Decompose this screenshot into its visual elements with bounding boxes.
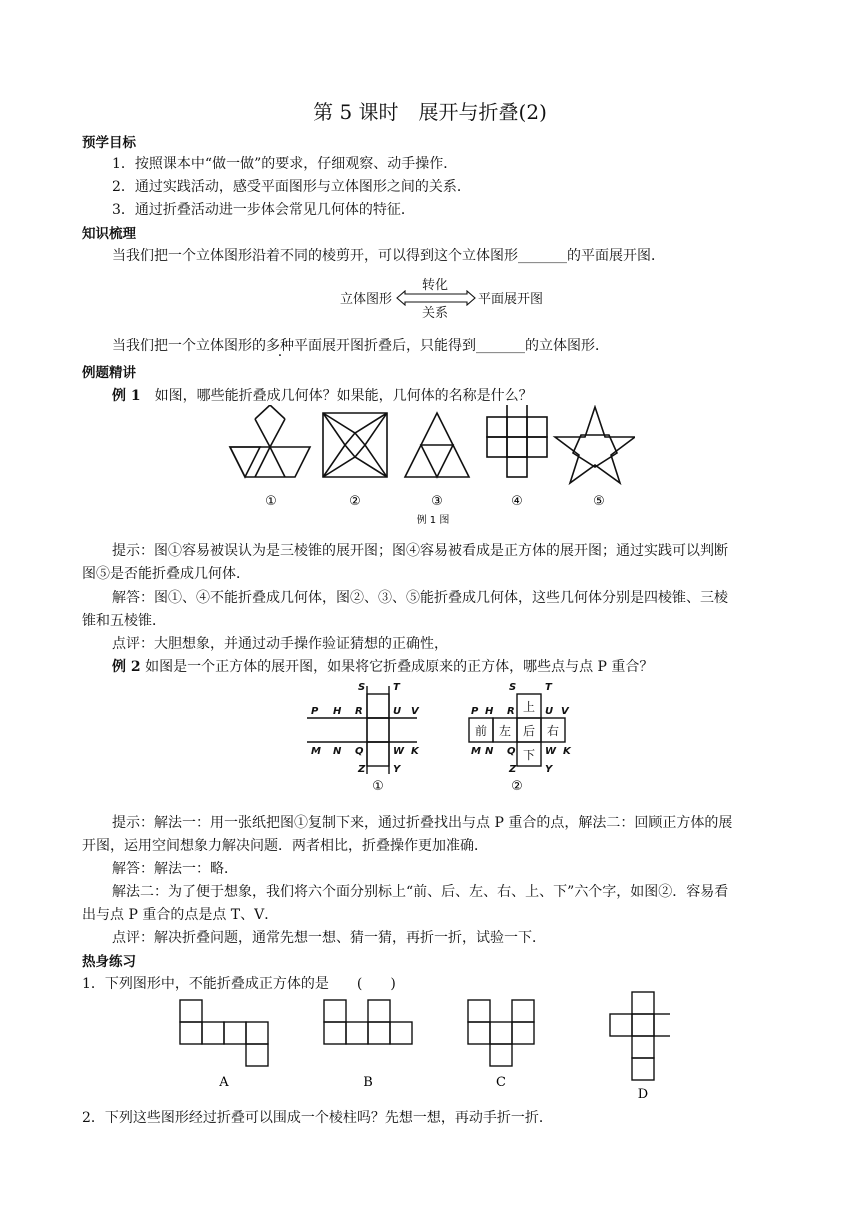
point-r-1: R bbox=[355, 706, 363, 717]
net-figure-1 bbox=[230, 405, 310, 477]
diagram-right-label: 平面展开图 bbox=[478, 292, 544, 307]
option-a-net bbox=[180, 1000, 268, 1066]
knowledge-line-1: 当我们把一个立体图形沿着不同的棱剪开，可以得到这个立体图形_______的平面展开图． bbox=[112, 248, 665, 264]
net-figure-5 bbox=[555, 407, 635, 483]
knowledge-line-2b: 平面展开图折叠后，只能得到_______的立体图形． bbox=[294, 338, 609, 354]
example-1-figures bbox=[225, 405, 635, 527]
cube-net-figure-1 bbox=[307, 686, 417, 774]
point-h-2: H bbox=[485, 706, 494, 717]
face-left: 左 bbox=[498, 724, 512, 738]
point-k-2: K bbox=[563, 746, 571, 757]
knowledge-line-2 bbox=[112, 335, 609, 355]
fig3-label: ③ bbox=[431, 494, 443, 509]
point-s-1: S bbox=[358, 682, 366, 693]
goal-item-2: 2．通过实践活动，感受平面图形与立体图形之间的关系． bbox=[112, 179, 471, 195]
example-1-caption: 例 1 图 bbox=[416, 515, 450, 526]
face-right: 右 bbox=[546, 724, 560, 738]
section-heading-knowledge: 知识梳理 bbox=[82, 226, 136, 242]
section-heading-goals: 预学目标 bbox=[82, 135, 136, 151]
hint-1-line-1: 提示：图①容易被误认为是三棱锥的展开图；图④容易被看成是正方体的展开图；通过实践可以判断 bbox=[112, 543, 728, 559]
option-c-net bbox=[468, 1000, 534, 1066]
hint-1-line-2: 图⑤是否能折叠成几何体． bbox=[82, 566, 250, 582]
answer-2-line-1: 解答：解法一：略． bbox=[112, 861, 238, 877]
fig1-label: ① bbox=[265, 494, 277, 509]
net-figure-3 bbox=[405, 413, 469, 477]
emphasis-dots-text: 多种 bbox=[266, 338, 294, 354]
example-2-figures bbox=[305, 678, 585, 794]
fig5-label: ⑤ bbox=[593, 494, 605, 509]
answer-2-line-2: 解法二：为了便于想象，我们将六个面分别标上“前、后、左、右、上、下”六个字，如图②．容易看 bbox=[112, 884, 729, 900]
net-figure-4 bbox=[487, 405, 547, 477]
point-q-2: Q bbox=[507, 746, 516, 757]
goal-item-1: 1．按照课本中“做一做”的要求，仔细观察、动手操作． bbox=[112, 156, 458, 172]
point-s-2: S bbox=[509, 682, 517, 693]
hint-2-line-1: 提示：解法一：用一张纸把图①复制下来，通过折叠找出与点 P 重合的点，解法二：回顾正方体的展 bbox=[112, 815, 733, 831]
example-1-question bbox=[112, 385, 533, 405]
point-r-2: R bbox=[507, 706, 515, 717]
point-y-1: Y bbox=[393, 764, 401, 775]
point-u-2: U bbox=[545, 706, 554, 717]
point-t-1: T bbox=[393, 682, 400, 693]
section-heading-practice: 热身练习 bbox=[82, 954, 136, 970]
answer-2-line-3: 出与点 P 重合的点是点 T、V． bbox=[82, 907, 279, 923]
option-d-label: D bbox=[637, 1087, 649, 1102]
hint-2-line-2: 开图，运用空间想象力解决问题．两者相比，折叠操作更加准确． bbox=[82, 838, 488, 854]
point-n-1: N bbox=[333, 746, 342, 757]
diagram-bottom-label: 关系 bbox=[422, 306, 449, 321]
answer-1-line-2: 锥和五棱锥． bbox=[82, 613, 166, 629]
point-q-1: Q bbox=[355, 746, 364, 757]
knowledge-line-2a: 当我们把一个立体图形的 bbox=[112, 338, 266, 354]
face-bottom: 下 bbox=[522, 748, 536, 762]
section-heading-examples: 例题精讲 bbox=[82, 365, 136, 381]
example-1-label: 例 1 bbox=[112, 388, 141, 404]
practice-1-options bbox=[170, 990, 670, 1102]
point-z-2: Z bbox=[509, 764, 517, 775]
option-b-label: B bbox=[363, 1075, 373, 1090]
diagram-top-label: 转化 bbox=[422, 278, 449, 293]
face-back: 后 bbox=[522, 724, 536, 738]
option-c-label: C bbox=[496, 1075, 506, 1090]
page-title: 第 5 课时 展开与折叠(2) bbox=[313, 100, 547, 124]
point-h-1: H bbox=[333, 706, 342, 717]
face-top: 上 bbox=[522, 700, 536, 714]
example-2-question bbox=[112, 656, 653, 676]
point-v-2: V bbox=[561, 706, 569, 717]
diagram-left-label: 立体图形 bbox=[340, 292, 393, 307]
comment-2: 点评：解决折叠问题，通常先想一想、猜一猜，再折一折，试验一下． bbox=[112, 930, 546, 946]
example-2-label: 例 2 bbox=[112, 659, 141, 675]
point-w-1: W bbox=[393, 746, 405, 757]
point-n-2: N bbox=[485, 746, 494, 757]
point-m-2: M bbox=[471, 746, 481, 757]
practice-question-2: 2．下列这些图形经过折叠可以围成一个棱柱吗？先想一想，再动手折一折． bbox=[82, 1110, 553, 1126]
fig4-label: ④ bbox=[511, 494, 523, 509]
transform-diagram bbox=[340, 276, 570, 320]
example-2-text: 如图是一个正方体的展开图，如果将它折叠成原来的正方体，哪些点与点 P 重合？ bbox=[140, 659, 654, 675]
goal-item-3: 3．通过折叠活动进一步体会常见几何体的特征． bbox=[112, 202, 415, 218]
point-v-1: V bbox=[411, 706, 419, 717]
option-b-net bbox=[324, 1000, 412, 1044]
point-m-1: M bbox=[311, 746, 321, 757]
net-figure-2 bbox=[323, 413, 387, 477]
option-d-net bbox=[610, 992, 670, 1080]
option-a-label: A bbox=[219, 1075, 229, 1090]
comment-1: 点评：大胆想象，并通过动手操作验证猜想的正确性， bbox=[112, 636, 448, 652]
point-k-1: K bbox=[411, 746, 419, 757]
fig2-label: ② bbox=[349, 494, 361, 509]
point-u-1: U bbox=[393, 706, 402, 717]
point-p-1: P bbox=[311, 706, 319, 717]
point-p-2: P bbox=[471, 706, 479, 717]
point-y-2: Y bbox=[545, 764, 553, 775]
ex2-fig1-label: ① bbox=[372, 779, 384, 794]
answer-1-line-1: 解答：图①、④不能折叠成几何体，图②、③、⑤能折叠成几何体，这些几何体分别是四棱锥、三棱 bbox=[112, 590, 728, 606]
face-front: 前 bbox=[474, 724, 488, 738]
point-z-1: Z bbox=[358, 764, 366, 775]
point-w-2: W bbox=[545, 746, 557, 757]
point-t-2: T bbox=[545, 682, 552, 693]
ex2-fig2-label: ② bbox=[511, 779, 523, 794]
example-1-text: 如图，哪些能折叠成几何体？如果能，几何体的名称是什么？ bbox=[140, 388, 533, 404]
practice-question-1: 1．下列图形中，不能折叠成正方体的是 ( ) bbox=[82, 976, 396, 992]
